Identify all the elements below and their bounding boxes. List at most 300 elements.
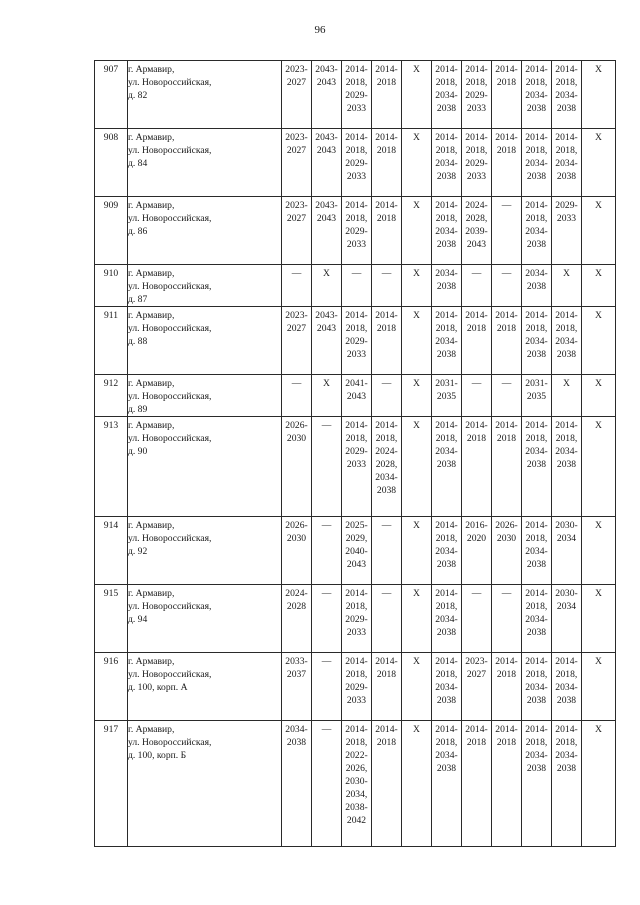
address-line: ул. Новороссийская,: [128, 601, 212, 612]
period-line: —: [471, 588, 482, 599]
period-line: 2018,: [345, 669, 368, 680]
period-line: 2014-: [345, 132, 368, 143]
period-cell: [402, 653, 432, 721]
table-row: [95, 721, 616, 847]
period-line: —: [381, 588, 392, 599]
period-line: —: [321, 588, 332, 599]
period-line: 2018,: [345, 737, 368, 748]
period-cell: [432, 375, 462, 417]
period-line: 2014-: [465, 724, 488, 735]
period-line: X: [595, 310, 602, 321]
period-line: 2024-: [465, 200, 488, 211]
period-line: 2033: [346, 695, 367, 706]
period-line: 2014-: [435, 64, 458, 75]
period-line: 2014-: [465, 64, 488, 75]
address-cell: [128, 129, 282, 197]
period-cell: [462, 721, 492, 847]
period-line: —: [351, 268, 362, 279]
row-number-cell: 912: [95, 375, 128, 417]
period-line: 2018,: [465, 145, 488, 156]
period-line: 2014-: [375, 132, 398, 143]
period-line: 2014-: [435, 656, 458, 667]
address-cell: [128, 61, 282, 129]
period-line: X: [413, 520, 420, 531]
period-line: —: [321, 656, 332, 667]
period-line: 2018,: [435, 433, 458, 444]
period-cell: [462, 129, 492, 197]
period-line: 2038: [436, 763, 457, 774]
period-line: 2014-: [435, 200, 458, 211]
period-line: 2027: [286, 145, 307, 156]
period-cell: [582, 61, 616, 129]
period-cell: [342, 653, 372, 721]
period-line: 2014-: [345, 420, 368, 431]
period-line: 2034-: [435, 682, 458, 693]
period-line: 2027: [286, 213, 307, 224]
address-line: г. Армавир,: [128, 200, 175, 211]
period-cell: [522, 653, 552, 721]
period-line: 2022-: [345, 750, 368, 761]
period-line: 2034-: [555, 90, 578, 101]
period-line: 2038: [526, 349, 547, 360]
period-line: 2014-: [465, 310, 488, 321]
period-cell: [402, 265, 432, 307]
period-line: 2018,: [375, 433, 398, 444]
period-cell: [312, 653, 342, 721]
period-line: 2034-: [435, 90, 458, 101]
address-line: г. Армавир,: [128, 656, 175, 667]
period-line: 2029-: [345, 226, 368, 237]
period-line: 2014-: [375, 724, 398, 735]
period-line: 2014-: [345, 64, 368, 75]
period-cell: [462, 375, 492, 417]
period-line: 2018,: [525, 737, 548, 748]
table-row: [95, 307, 616, 375]
period-cell: [282, 197, 312, 265]
period-line: 2033: [346, 103, 367, 114]
period-cell: [462, 653, 492, 721]
period-cell: [552, 585, 582, 653]
period-cell: [582, 375, 616, 417]
period-line: 2014-: [555, 420, 578, 431]
period-cell: [282, 61, 312, 129]
period-line: 2018,: [555, 145, 578, 156]
period-line: 2034-: [555, 750, 578, 761]
period-line: 2014-: [495, 724, 518, 735]
period-line: 2018,: [525, 669, 548, 680]
period-line: 2034-: [555, 158, 578, 169]
period-cell: [342, 265, 372, 307]
address-line: д. 89: [128, 404, 148, 415]
period-cell: [522, 61, 552, 129]
address-line: г. Армавир,: [128, 310, 175, 321]
period-line: 2034-: [525, 546, 548, 557]
period-line: 2034-: [435, 750, 458, 761]
period-line: 2043-: [315, 200, 338, 211]
address-cell: [128, 585, 282, 653]
period-line: 2018,: [555, 77, 578, 88]
period-cell: [282, 417, 312, 517]
period-line: 2023-: [285, 64, 308, 75]
address-line: ул. Новороссийская,: [128, 281, 212, 292]
period-line: 2038: [556, 103, 577, 114]
period-cell: [312, 307, 342, 375]
row-number-cell: 911: [95, 307, 128, 375]
address-line: ул. Новороссийская,: [128, 323, 212, 334]
address-cell: [128, 197, 282, 265]
period-line: 2025-: [345, 520, 368, 531]
period-line: —: [321, 420, 332, 431]
period-line: —: [501, 268, 512, 279]
period-line: 2018,: [435, 737, 458, 748]
period-line: X: [323, 268, 330, 279]
period-cell: [432, 585, 462, 653]
row-number-cell: 915: [95, 585, 128, 653]
period-line: 2014-: [345, 310, 368, 321]
period-line: 2024-: [375, 446, 398, 457]
period-line: 2018,: [435, 77, 458, 88]
period-cell: [552, 129, 582, 197]
period-cell: [522, 307, 552, 375]
period-line: —: [321, 724, 332, 735]
period-line: 2014-: [495, 64, 518, 75]
period-cell: [402, 197, 432, 265]
period-line: 2038: [436, 349, 457, 360]
period-line: 2026,: [345, 763, 368, 774]
period-line: —: [501, 588, 512, 599]
period-line: 2018: [496, 77, 517, 88]
period-cell: [372, 517, 402, 585]
period-line: 2033-: [285, 656, 308, 667]
period-line: 2024-: [285, 588, 308, 599]
address-line: д. 82: [128, 90, 148, 101]
period-line: X: [595, 656, 602, 667]
period-line: 2033: [346, 459, 367, 470]
period-cell: [522, 417, 552, 517]
row-number-cell: 913: [95, 417, 128, 517]
period-line: 2014-: [525, 588, 548, 599]
period-line: 2043-: [315, 310, 338, 321]
period-line: 2034,: [345, 789, 368, 800]
period-line: 2014-: [435, 520, 458, 531]
table-row: [95, 197, 616, 265]
period-line: 2018: [376, 323, 397, 334]
period-line: 2018,: [435, 669, 458, 680]
period-line: 2038: [526, 103, 547, 114]
period-cell: [492, 585, 522, 653]
period-line: 2014-: [525, 656, 548, 667]
period-line: X: [413, 420, 420, 431]
period-line: 2018,: [525, 77, 548, 88]
period-line: 2016-: [465, 520, 488, 531]
period-line: X: [595, 132, 602, 143]
period-line: 2034-: [555, 336, 578, 347]
period-cell: [282, 653, 312, 721]
period-line: 2034-: [525, 336, 548, 347]
period-cell: [552, 375, 582, 417]
period-line: 2018: [496, 145, 517, 156]
address-line: ул. Новороссийская,: [128, 669, 212, 680]
period-line: 2033: [556, 213, 577, 224]
period-line: X: [595, 64, 602, 75]
period-line: 2035: [436, 391, 457, 402]
period-line: 2043-: [315, 132, 338, 143]
period-line: 2038: [436, 459, 457, 470]
table-row: [95, 265, 616, 307]
period-line: 2034-: [525, 158, 548, 169]
period-cell: [462, 585, 492, 653]
period-cell: [522, 721, 552, 847]
period-cell: [582, 653, 616, 721]
period-line: 2014-: [495, 132, 518, 143]
period-line: 2014-: [495, 420, 518, 431]
period-line: 2014-: [555, 656, 578, 667]
period-cell: [342, 307, 372, 375]
period-line: 2018,: [435, 323, 458, 334]
address-line: ул. Новороссийская,: [128, 77, 212, 88]
table-row: [95, 61, 616, 129]
period-line: 2034-: [555, 446, 578, 457]
period-line: 2020: [466, 533, 487, 544]
period-line: X: [413, 64, 420, 75]
period-line: 2014-: [435, 724, 458, 735]
period-line: 2043: [346, 391, 367, 402]
period-line: X: [595, 724, 602, 735]
period-line: 2018: [376, 737, 397, 748]
period-cell: [582, 517, 616, 585]
address-line: д. 87: [128, 294, 148, 305]
period-line: 2014-: [375, 310, 398, 321]
period-line: 2043: [466, 239, 487, 250]
address-line: г. Армавир,: [128, 268, 175, 279]
period-line: 2018,: [435, 533, 458, 544]
period-line: 2018,: [345, 323, 368, 334]
period-line: 2043: [316, 323, 337, 334]
period-line: 2014-: [375, 420, 398, 431]
period-cell: [582, 265, 616, 307]
period-line: 2014-: [465, 420, 488, 431]
period-line: 2029-: [555, 200, 578, 211]
address-line: д. 94: [128, 614, 148, 625]
period-cell: [372, 265, 402, 307]
period-line: 2034-: [525, 750, 548, 761]
period-cell: [462, 307, 492, 375]
address-cell: [128, 375, 282, 417]
period-line: 2033: [346, 627, 367, 638]
period-line: 2014-: [375, 656, 398, 667]
row-number-cell: 917: [95, 721, 128, 847]
period-cell: [402, 721, 432, 847]
period-cell: [402, 61, 432, 129]
period-line: 2018,: [525, 213, 548, 224]
period-line: 2038: [556, 763, 577, 774]
period-line: 2018: [376, 77, 397, 88]
page-number: 96: [314, 24, 326, 36]
period-cell: [342, 417, 372, 517]
period-cell: [522, 197, 552, 265]
period-line: 2029-: [345, 336, 368, 347]
period-line: 2014-: [345, 200, 368, 211]
row-number-cell: 914: [95, 517, 128, 585]
period-cell: [432, 417, 462, 517]
period-cell: [522, 517, 552, 585]
period-cell: [372, 61, 402, 129]
period-cell: [342, 721, 372, 847]
address-line: д. 86: [128, 226, 148, 237]
address-line: д. 90: [128, 446, 148, 457]
period-line: 2018,: [345, 213, 368, 224]
period-line: 2043-: [315, 64, 338, 75]
period-line: 2028,: [375, 459, 398, 470]
period-line: X: [413, 268, 420, 279]
period-line: 2029-: [345, 614, 368, 625]
period-line: 2038: [526, 763, 547, 774]
period-line: 2014-: [555, 310, 578, 321]
period-line: 2034-: [525, 226, 548, 237]
period-line: 2038: [526, 695, 547, 706]
period-cell: [462, 517, 492, 585]
period-cell: [552, 265, 582, 307]
period-line: 2018,: [555, 433, 578, 444]
period-cell: [582, 585, 616, 653]
period-line: 2034-: [435, 226, 458, 237]
period-line: —: [501, 378, 512, 389]
period-line: 2026-: [495, 520, 518, 531]
period-cell: [522, 585, 552, 653]
period-cell: [342, 517, 372, 585]
period-line: 2018,: [525, 601, 548, 612]
table-body: [95, 61, 616, 847]
period-line: 2038: [436, 239, 457, 250]
period-line: 2018: [466, 433, 487, 444]
period-line: 2038: [556, 695, 577, 706]
period-line: 2029-: [345, 158, 368, 169]
period-line: 2029-: [345, 90, 368, 101]
period-line: 2029-: [345, 446, 368, 457]
period-line: 2014-: [375, 64, 398, 75]
period-line: —: [501, 200, 512, 211]
period-line: 2018,: [525, 433, 548, 444]
period-cell: [492, 375, 522, 417]
period-line: 2018: [496, 669, 517, 680]
period-cell: [312, 197, 342, 265]
address-line: г. Армавир,: [128, 420, 175, 431]
period-line: 2043: [346, 559, 367, 570]
row-number-cell: 910: [95, 265, 128, 307]
period-cell: [462, 265, 492, 307]
period-line: X: [323, 378, 330, 389]
period-line: X: [595, 200, 602, 211]
period-line: X: [563, 268, 570, 279]
row-number-cell: 907: [95, 61, 128, 129]
period-cell: [402, 417, 432, 517]
period-line: 2014-: [345, 588, 368, 599]
period-line: X: [563, 378, 570, 389]
address-line: д. 92: [128, 546, 148, 557]
period-line: 2038: [436, 103, 457, 114]
period-cell: [342, 129, 372, 197]
period-cell: [402, 129, 432, 197]
period-line: 2018: [376, 213, 397, 224]
period-line: X: [595, 588, 602, 599]
period-cell: [312, 265, 342, 307]
period-line: —: [381, 520, 392, 531]
period-line: 2030-: [345, 776, 368, 787]
period-cell: [522, 265, 552, 307]
period-cell: [342, 197, 372, 265]
period-line: 2014-: [495, 656, 518, 667]
period-line: 2033: [466, 171, 487, 182]
period-line: 2026-: [285, 520, 308, 531]
period-line: 2014-: [435, 310, 458, 321]
period-line: 2034-: [435, 446, 458, 457]
period-line: X: [413, 200, 420, 211]
period-line: 2018: [466, 323, 487, 334]
period-cell: [582, 417, 616, 517]
table-row: [95, 129, 616, 197]
period-line: 2038: [556, 171, 577, 182]
period-cell: [492, 129, 522, 197]
address-cell: [128, 653, 282, 721]
period-line: 2018: [496, 737, 517, 748]
period-line: 2027: [286, 323, 307, 334]
address-line: д. 100, корп. А: [128, 682, 188, 693]
period-line: 2018,: [345, 77, 368, 88]
address-line: г. Армавир,: [128, 132, 175, 143]
period-cell: [372, 417, 402, 517]
period-line: 2031-: [435, 378, 458, 389]
period-cell: [372, 307, 402, 375]
period-cell: [282, 585, 312, 653]
period-line: 2034-: [435, 336, 458, 347]
address-line: г. Армавир,: [128, 520, 175, 531]
period-line: 2038: [526, 459, 547, 470]
period-cell: [552, 197, 582, 265]
period-line: 2018,: [525, 323, 548, 334]
period-line: 2041-: [345, 378, 368, 389]
period-line: 2014-: [525, 724, 548, 735]
period-line: 2038: [436, 559, 457, 570]
period-cell: [372, 197, 402, 265]
period-cell: [492, 653, 522, 721]
period-cell: [552, 721, 582, 847]
address-line: г. Армавир,: [128, 64, 175, 75]
address-line: д. 88: [128, 336, 148, 347]
period-line: 2014-: [555, 724, 578, 735]
period-line: —: [381, 378, 392, 389]
period-line: 2014-: [435, 132, 458, 143]
period-line: 2014-: [525, 420, 548, 431]
period-line: 2043: [316, 77, 337, 88]
period-line: X: [413, 378, 420, 389]
period-cell: [552, 517, 582, 585]
period-cell: [402, 307, 432, 375]
address-line: ул. Новороссийская,: [128, 433, 212, 444]
period-line: 2018,: [465, 77, 488, 88]
period-line: 2023-: [285, 132, 308, 143]
period-line: 2038: [436, 627, 457, 638]
table-row: [95, 375, 616, 417]
period-line: 2014-: [525, 132, 548, 143]
period-line: 2018: [376, 145, 397, 156]
period-line: 2014-: [435, 420, 458, 431]
period-line: 2034-: [435, 546, 458, 557]
period-cell: [312, 721, 342, 847]
period-line: 2029-: [465, 158, 488, 169]
period-line: 2033: [346, 239, 367, 250]
period-line: 2034-: [525, 614, 548, 625]
period-line: 2018: [496, 323, 517, 334]
